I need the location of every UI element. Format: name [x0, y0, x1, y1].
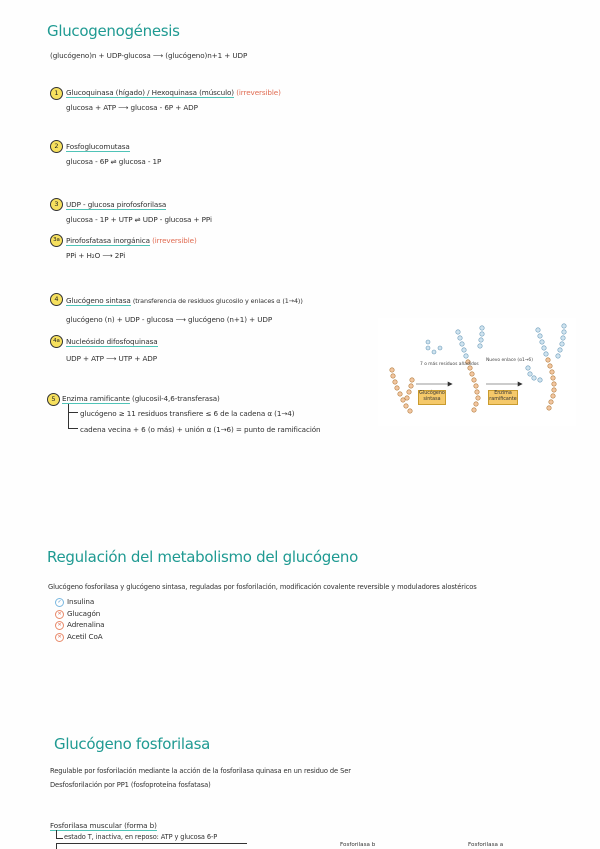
figure-label-added: 7 o más residuos añadidos	[420, 362, 479, 367]
overall-equation: (glucógeno)n + UDP-glucosa ⟶ (glucógeno)n+1 + UDP	[50, 51, 248, 60]
phosphorylase-b-label: Fosforilasa b	[340, 842, 376, 848]
regulator-item	[55, 597, 94, 607]
step-5-detail-2: cadena vecina + 6 (o más) + unión α (1→6) = punto de ramificación	[80, 425, 321, 434]
regulation-intro: Glucógeno fosforilasa y glucógeno sintasa, reguladas por fosforilación, modificación covalente reversible y moduladores alostéricos	[48, 583, 477, 591]
irreversible-note: (irreversible)	[152, 236, 197, 245]
step-number-5: 5	[47, 393, 60, 406]
bracket-line	[56, 830, 63, 839]
fosforilasa-line-2: Desfosforilación por PP1 (fosfoproteína fosfatasa)	[50, 781, 211, 789]
step-number-3a: 3a	[50, 234, 63, 247]
step-3-equation: glucosa - 1P + UTP ⇌ UDP - glucosa + PPi	[66, 215, 212, 224]
cross-icon: ✕	[55, 621, 64, 630]
regulator-label: Glucagón	[67, 609, 101, 618]
check-icon: ✓	[55, 598, 64, 607]
branching-diagram	[378, 318, 576, 426]
step-1-title: Glucoquinasa (hígado) / Hexoquinasa (músculo) (irreversible)	[66, 88, 281, 97]
step-4a-title: Nucleósido difosfoquinasa	[66, 337, 158, 346]
cross-icon: ✕	[55, 633, 64, 642]
regulator-label: Insulina	[67, 597, 95, 606]
step-1-equation: glucosa + ATP ⟶ glucosa - 6P + ADP	[66, 103, 198, 112]
figure-box-synthase: Glucógeno sintasa	[418, 390, 446, 405]
step-4a-equation: UDP + ATP ⟶ UTP + ADP	[66, 354, 157, 363]
step-4-equation: glucógeno (n) + UDP - glucosa ⟶ glucógeno (n+1) + UDP	[66, 315, 273, 324]
step-5-detail-1: glucógeno ≥ 11 residuos transfiere ≤ 6 de la cadena α (1→4)	[80, 409, 295, 418]
step-number-3: 3	[50, 198, 63, 211]
step-number-2: 2	[50, 140, 63, 153]
section-title-regulacion: Regulación del metabolismo del glucógeno	[47, 548, 358, 566]
bracket-line	[68, 404, 78, 413]
cross-icon: ✕	[55, 610, 64, 619]
step-2-equation: glucosa - 6P ⇌ glucosa - 1P	[66, 157, 162, 166]
regulator-label: Acetil CoA	[67, 632, 103, 641]
step-3a-title: Pirofosfatasa inorgánica (irreversible)	[66, 236, 197, 245]
step-2-title: Fosfoglucomutasa	[66, 142, 130, 151]
muscle-phosphorylase-state: estado T, inactiva, en reposo: ATP y glucosa 6-P	[64, 833, 218, 841]
step-4-title: Glucógeno sintasa (transferencia de residuos glucosilo y enlaces α (1→4))	[66, 296, 303, 305]
phosphorylase-a-label: Fosforilasa a	[468, 842, 504, 848]
step-3a-equation: PPi + H₂O ⟶ 2Pi	[66, 251, 126, 260]
regulator-item	[55, 609, 100, 619]
irreversible-note: (irreversible)	[236, 88, 281, 97]
regulator-label: Adrenalina	[67, 620, 105, 629]
section-title-fosforilasa: Glucógeno fosforilasa	[54, 735, 211, 753]
bracket-line	[56, 843, 247, 849]
figure-box-branching: Enzima ramificante	[488, 390, 518, 405]
regulator-item	[55, 620, 105, 630]
step-number-1: 1	[50, 87, 63, 100]
regulator-item	[55, 632, 103, 642]
fosforilasa-line-1: Regulable por fosforilación mediante la acción de la fosforilasa quinasa en un residuo de Ser	[50, 767, 351, 775]
muscle-phosphorylase: Fosforilasa muscular (forma b)	[50, 821, 157, 830]
step-3-title: UDP - glucosa pirofosforilasa	[66, 200, 167, 209]
step-number-4: 4	[50, 293, 63, 306]
step-5-title: Enzima ramificante (glucosil-4,6-transferasa)	[62, 394, 220, 403]
step-number-4a: 4a	[50, 335, 63, 348]
glycogen-chain-illustration	[378, 318, 576, 426]
section-title-glucogenogenesis: Glucogenogénesis	[47, 22, 180, 40]
figure-label-new-bond: Nuevo enlace (α1→6)	[486, 358, 533, 363]
